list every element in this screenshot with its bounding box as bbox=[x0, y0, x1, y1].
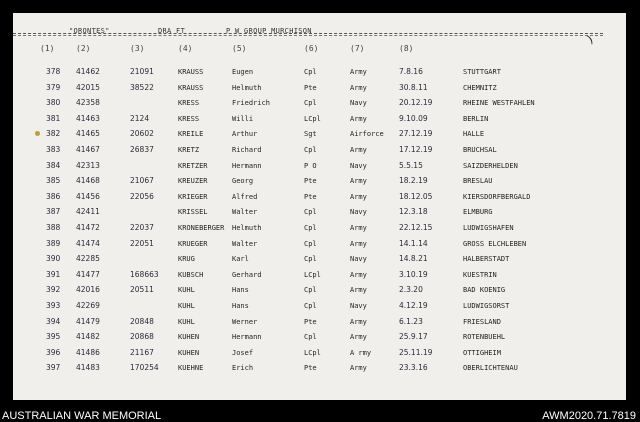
serial-number: 41467 bbox=[76, 145, 100, 154]
service: Army bbox=[350, 146, 367, 154]
birth-place: BERLIN bbox=[463, 114, 489, 123]
service: Army bbox=[350, 177, 367, 186]
rank: Cpl bbox=[304, 208, 317, 217]
first-name: Karl bbox=[232, 255, 249, 264]
surname: KRETZER bbox=[178, 161, 208, 170]
first-name: Erich bbox=[232, 364, 254, 373]
birth-place: CHEMNITZ bbox=[463, 83, 497, 92]
birth-date: 18.12.05 bbox=[399, 191, 433, 201]
birth-place: FRIESLAND bbox=[463, 317, 501, 326]
first-name: Gerhard bbox=[232, 270, 262, 279]
row-number: 390 bbox=[46, 254, 61, 264]
surname: KUHEN bbox=[178, 333, 200, 342]
row-number: 388 bbox=[46, 223, 61, 232]
first-name: Josef bbox=[232, 348, 254, 357]
pencil-mark: ) bbox=[584, 32, 597, 47]
column-header: (2) bbox=[76, 44, 91, 53]
birth-date: 2.3.20 bbox=[399, 285, 423, 295]
service: Army bbox=[350, 224, 367, 232]
surname: KUBSCH bbox=[178, 270, 204, 279]
birth-date: 25.11.19 bbox=[399, 347, 433, 357]
birth-date: 30.8.11 bbox=[399, 82, 428, 92]
header-rule-2 bbox=[13, 35, 603, 36]
serial-number: 42015 bbox=[76, 82, 100, 92]
column-header: (3) bbox=[130, 44, 145, 53]
service: Army bbox=[350, 192, 367, 201]
serial-number: 41465 bbox=[76, 129, 100, 139]
birth-place: SAIZDERHELDEN bbox=[463, 161, 518, 170]
pw-number: 20511 bbox=[130, 285, 154, 295]
birth-date: 12.3.18 bbox=[399, 207, 428, 217]
surname: KRESS bbox=[178, 99, 200, 108]
service: Navy bbox=[350, 99, 367, 108]
row-number: 382 bbox=[46, 129, 61, 139]
service: Army bbox=[350, 68, 367, 76]
archive-credit: AUSTRALIAN WAR MEMORIAL bbox=[2, 410, 162, 422]
birth-place: RHEINE WESTFAHLEN bbox=[463, 99, 535, 108]
birth-place: BAD KOENIG bbox=[463, 286, 506, 295]
pw-number: 38522 bbox=[130, 82, 154, 92]
first-name: Helmuth bbox=[232, 83, 262, 92]
serial-number: 41486 bbox=[76, 347, 100, 357]
surname: KUHL bbox=[178, 286, 195, 295]
service: Army bbox=[350, 114, 367, 123]
row-number: 391 bbox=[46, 269, 61, 279]
birth-place: KIERSDORFBERGALD bbox=[463, 192, 531, 201]
surname: KRIEGER bbox=[178, 192, 208, 201]
rank: P O bbox=[304, 161, 317, 170]
surname: KRETZ bbox=[178, 146, 200, 154]
birth-date: 6.1.23 bbox=[399, 316, 423, 326]
pw-number: 21091 bbox=[130, 67, 154, 76]
first-name: Alfred bbox=[232, 192, 258, 201]
service: Navy bbox=[350, 161, 367, 170]
surname: KRISSEL bbox=[178, 208, 208, 217]
birth-date: 23.3.16 bbox=[399, 363, 428, 373]
column-header: (4) bbox=[178, 44, 193, 53]
rank: Pte bbox=[304, 83, 317, 92]
birth-date: 17.12.19 bbox=[399, 145, 433, 154]
pw-number: 20848 bbox=[130, 316, 154, 326]
surname: KREUZER bbox=[178, 177, 208, 186]
pw-number: 20602 bbox=[130, 129, 154, 139]
service: Airforce bbox=[350, 130, 384, 139]
document-sheet bbox=[13, 13, 626, 400]
birth-date: 9.10.09 bbox=[399, 113, 428, 123]
serial-number: 42411 bbox=[76, 207, 100, 217]
row-number: 378 bbox=[46, 67, 61, 76]
serial-number: 41456 bbox=[76, 191, 100, 201]
rank: Cpl bbox=[304, 286, 317, 295]
rank: Cpl bbox=[304, 302, 317, 310]
serial-number: 41468 bbox=[76, 176, 100, 186]
rank: Pte bbox=[304, 317, 317, 326]
surname: KUEHNE bbox=[178, 364, 204, 373]
surname: KUHL bbox=[178, 302, 195, 310]
first-name: Hermann bbox=[232, 333, 262, 342]
surname: KREILE bbox=[178, 130, 204, 139]
row-number: 381 bbox=[46, 113, 61, 123]
birth-date: 14.1.14 bbox=[399, 238, 428, 248]
rank: Cpl bbox=[304, 239, 317, 248]
accession-number: AWM2020.71.7819 bbox=[542, 410, 636, 422]
birth-place: ELMBURG bbox=[463, 208, 493, 217]
serial-number: 42016 bbox=[76, 285, 100, 295]
rank: Cpl bbox=[304, 68, 317, 76]
birth-place: HALBERSTADT bbox=[463, 255, 510, 264]
birth-date: 22.12.15 bbox=[399, 223, 433, 232]
service: Navy bbox=[350, 302, 367, 310]
birth-date: 7.8.16 bbox=[399, 67, 423, 76]
first-name: Eugen bbox=[232, 68, 254, 76]
service: Army bbox=[350, 239, 367, 248]
serial-number: 42285 bbox=[76, 254, 100, 264]
serial-number: 41474 bbox=[76, 238, 100, 248]
service: Army bbox=[350, 83, 367, 92]
birth-place: HALLE bbox=[463, 130, 485, 139]
serial-number: 41479 bbox=[76, 316, 100, 326]
surname: KRONEBERGER bbox=[178, 224, 225, 232]
punch-hole-dot bbox=[35, 131, 40, 136]
serial-number: 42269 bbox=[76, 301, 100, 310]
row-number: 380 bbox=[46, 98, 61, 108]
birth-place: OTTIGHEIM bbox=[463, 348, 501, 357]
service: Army bbox=[350, 270, 367, 279]
serial-number: 41477 bbox=[76, 269, 100, 279]
row-number: 395 bbox=[46, 332, 61, 342]
serial-number: 41472 bbox=[76, 223, 100, 232]
pw-number: 22056 bbox=[130, 191, 154, 201]
column-header: (6) bbox=[304, 44, 319, 53]
row-number: 394 bbox=[46, 316, 61, 326]
birth-place: BRESLAU bbox=[463, 177, 493, 186]
birth-date: 3.10.19 bbox=[399, 269, 428, 279]
surname: KUHEN bbox=[178, 348, 200, 357]
first-name: Hans bbox=[232, 302, 249, 310]
first-name: Walter bbox=[232, 208, 258, 217]
serial-number: 41462 bbox=[76, 67, 100, 76]
birth-place: GROSS ELCHLEBEN bbox=[463, 239, 527, 248]
service: A rmy bbox=[350, 348, 372, 357]
surname: KRUG bbox=[178, 255, 195, 264]
row-number: 385 bbox=[46, 176, 61, 186]
rank: Pte bbox=[304, 192, 317, 201]
birth-date: 4.12.19 bbox=[399, 301, 428, 310]
first-name: Richard bbox=[232, 146, 262, 154]
birth-date: 27.12.19 bbox=[399, 129, 433, 139]
first-name: Hermann bbox=[232, 161, 262, 170]
birth-place: LUDWIGSHAFEN bbox=[463, 224, 514, 232]
row-number: 379 bbox=[46, 82, 61, 92]
surname: KUHL bbox=[178, 317, 195, 326]
surname: KRESS bbox=[178, 114, 200, 123]
rank: Cpl bbox=[304, 333, 317, 342]
birth-date: 20.12.19 bbox=[399, 98, 433, 108]
first-name: Friedrich bbox=[232, 99, 270, 108]
service: Navy bbox=[350, 208, 367, 217]
serial-number: 41482 bbox=[76, 332, 100, 342]
row-number: 383 bbox=[46, 145, 61, 154]
row-number: 386 bbox=[46, 191, 61, 201]
rank: Cpl bbox=[304, 255, 317, 264]
ship-name: "ORONTES" bbox=[69, 27, 110, 35]
pw-number: 170254 bbox=[130, 363, 159, 373]
draft-label: DRA FT bbox=[158, 27, 186, 35]
serial-number: 41483 bbox=[76, 363, 100, 373]
pw-number: 21167 bbox=[130, 347, 154, 357]
birth-date: 25.9.17 bbox=[399, 332, 428, 342]
birth-date: 18.2.19 bbox=[399, 176, 428, 186]
birth-place: LUDWIGSORST bbox=[463, 302, 510, 310]
first-name: Walter bbox=[232, 239, 258, 248]
first-name: Hans bbox=[232, 286, 249, 295]
service: Army bbox=[350, 333, 367, 342]
serial-number: 41463 bbox=[76, 113, 100, 123]
birth-place: ROTENBUEHL bbox=[463, 333, 506, 342]
birth-place: KUESTRIN bbox=[463, 270, 497, 279]
pw-number: 2124 bbox=[130, 113, 150, 123]
service: Army bbox=[350, 364, 367, 373]
service: Navy bbox=[350, 255, 367, 264]
rank: LCpl bbox=[304, 270, 321, 279]
rank: Cpl bbox=[304, 99, 317, 108]
column-header: (7) bbox=[350, 44, 365, 53]
row-number: 389 bbox=[46, 238, 61, 248]
rank: LCpl bbox=[304, 348, 321, 357]
first-name: Georg bbox=[232, 177, 254, 186]
row-number: 397 bbox=[46, 363, 61, 373]
row-number: 387 bbox=[46, 207, 61, 217]
first-name: Helmuth bbox=[232, 224, 262, 232]
column-header: (8) bbox=[399, 44, 414, 53]
rank: Sgt bbox=[304, 130, 317, 139]
first-name: Willi bbox=[232, 114, 254, 123]
pw-number: 26837 bbox=[130, 145, 154, 154]
pw-number: 168663 bbox=[130, 269, 159, 279]
pw-number: 22051 bbox=[130, 238, 154, 248]
pw-number: 22037 bbox=[130, 223, 154, 232]
birth-date: 5.5.15 bbox=[399, 160, 423, 170]
rank: Cpl bbox=[304, 224, 317, 232]
service: Army bbox=[350, 286, 367, 295]
surname: KRAUSS bbox=[178, 68, 204, 76]
row-number: 384 bbox=[46, 160, 61, 170]
rank: LCpl bbox=[304, 114, 321, 123]
row-number: 393 bbox=[46, 301, 61, 310]
birth-place: BRUCHSAL bbox=[463, 146, 497, 154]
group-label: P W GROUP MURCHISON bbox=[226, 27, 312, 35]
pw-number: 21067 bbox=[130, 176, 154, 186]
first-name: Werner bbox=[232, 317, 258, 326]
serial-number: 42358 bbox=[76, 98, 100, 108]
birth-date: 14.8.21 bbox=[399, 254, 428, 264]
header-rule bbox=[13, 33, 603, 34]
column-header: (1) bbox=[40, 44, 55, 53]
service: Army bbox=[350, 317, 367, 326]
table-row bbox=[13, 363, 626, 381]
surname: KRAUSS bbox=[178, 83, 204, 92]
surname: KRUEGER bbox=[178, 239, 208, 248]
pw-number: 20868 bbox=[130, 332, 154, 342]
first-name: Arthur bbox=[232, 130, 258, 139]
birth-place: OBERLICHTENAU bbox=[463, 364, 518, 373]
rank: Pte bbox=[304, 177, 317, 186]
rank: Pte bbox=[304, 364, 317, 373]
rank: Cpl bbox=[304, 146, 317, 154]
row-number: 392 bbox=[46, 285, 61, 295]
serial-number: 42313 bbox=[76, 160, 100, 170]
row-number: 396 bbox=[46, 347, 61, 357]
birth-place: STUTTGART bbox=[463, 68, 501, 76]
column-header: (5) bbox=[232, 44, 247, 53]
